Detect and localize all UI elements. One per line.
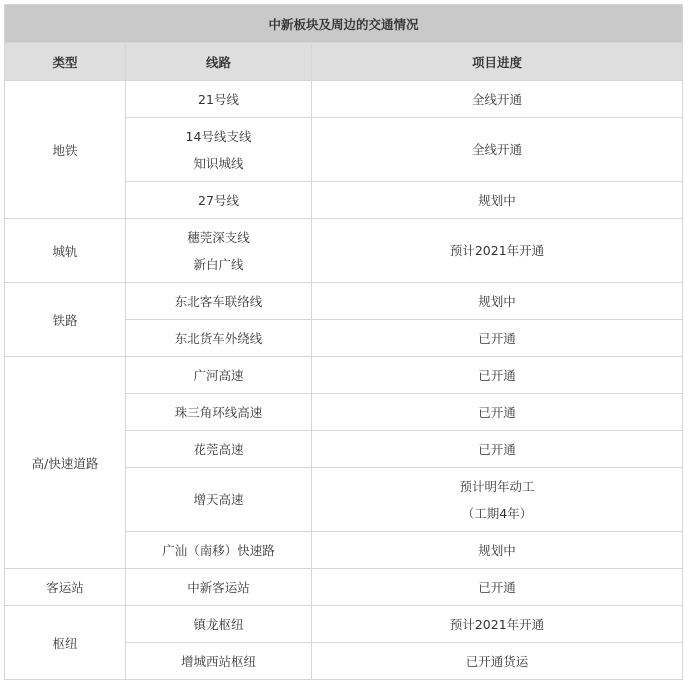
table-title-row (5, 5, 683, 43)
status-cell (312, 182, 683, 219)
table-row (5, 219, 683, 283)
status-cell (312, 431, 683, 468)
status-text: 规划中 (478, 542, 516, 558)
status-text: 规划中 (478, 293, 516, 309)
status-cell (312, 394, 683, 431)
status-cell (312, 357, 683, 394)
status-cell (312, 283, 683, 320)
route-cell (126, 182, 312, 219)
route-name: 穗莞深支线 (187, 229, 250, 245)
route-name: 21号线 (198, 91, 239, 107)
status-text: 全线开通 (472, 91, 523, 107)
status-text: 已开通 (478, 330, 516, 346)
route-name: 中新客运站 (187, 579, 250, 595)
type-cell: 高/快速道路 (5, 357, 126, 569)
route-cell (126, 81, 312, 118)
header-progress: 项目进度 (312, 43, 683, 81)
route-cell (126, 357, 312, 394)
route-cell (126, 606, 312, 643)
route-name: 14号线支线 (185, 128, 252, 144)
status-text: 全线开通 (472, 142, 523, 157)
type-cell: 铁路 (5, 283, 126, 357)
status-cell (312, 219, 683, 283)
table-title: 中新板块及周边的交通情况 (5, 5, 683, 43)
route-cell (126, 643, 312, 680)
route-name: 新白广线 (193, 256, 244, 272)
type-cell: 枢纽 (5, 606, 126, 680)
status-text: 预计明年动工 (459, 478, 535, 494)
route-cell (126, 431, 312, 468)
status-cell (312, 320, 683, 357)
route-name: 广汕（南移）快速路 (162, 542, 275, 558)
status-cell (312, 569, 683, 606)
route-name: 广河高速 (193, 367, 244, 383)
route-name: 花莞高速 (193, 441, 244, 457)
status-cell (312, 81, 683, 118)
route-cell (126, 219, 312, 283)
route-name: 增天高速 (193, 492, 244, 507)
status-cell (312, 468, 683, 532)
status-text: 已开通 (478, 441, 516, 457)
table-row (5, 606, 683, 643)
status-text: 规划中 (478, 192, 516, 208)
type-cell: 地铁 (5, 81, 126, 219)
status-text: 已开通 (478, 579, 516, 595)
transport-table (4, 4, 683, 680)
status-cell (312, 643, 683, 680)
route-cell (126, 468, 312, 532)
route-cell (126, 320, 312, 357)
route-name: 知识城线 (193, 155, 244, 171)
route-name: 东北客车联络线 (174, 293, 263, 309)
table-row (5, 81, 683, 118)
route-cell (126, 532, 312, 569)
route-name: 增城西站枢纽 (180, 653, 256, 669)
table-header-row (5, 43, 683, 81)
route-name: 镇龙枢纽 (193, 616, 244, 632)
route-cell (126, 569, 312, 606)
header-type: 类型 (5, 43, 126, 81)
status-text: 已开通货运 (465, 653, 529, 669)
status-text: 预计2021年开通 (449, 243, 545, 258)
route-cell (126, 118, 312, 182)
type-cell: 客运站 (5, 569, 126, 606)
route-name: 27号线 (198, 192, 239, 208)
table-row (5, 283, 683, 320)
table-row (5, 357, 683, 394)
status-text: 预计2021年开通 (449, 616, 545, 632)
status-text: （工期4年） (461, 505, 533, 521)
status-cell (312, 606, 683, 643)
type-cell: 城轨 (5, 219, 126, 283)
status-text: 已开通 (478, 367, 516, 383)
table-row (5, 569, 683, 606)
route-name: 东北货车外绕线 (174, 330, 263, 346)
route-cell (126, 283, 312, 320)
status-text: 已开通 (478, 404, 516, 420)
route-cell (126, 394, 312, 431)
route-name: 珠三角环线高速 (174, 404, 263, 420)
status-cell (312, 532, 683, 569)
status-cell (312, 118, 683, 182)
header-route: 线路 (126, 43, 312, 81)
